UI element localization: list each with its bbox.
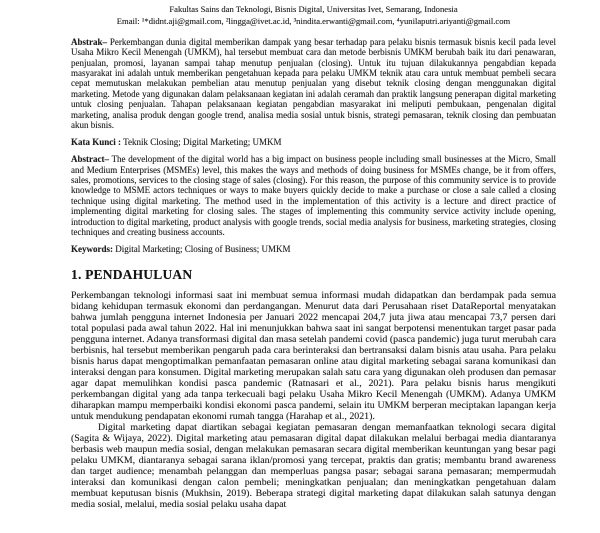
affiliation-line: Fakultas Sains dan Teknologi, Bisnis Digital, Universitas Ivet, Semarang, Indonesia: [169, 4, 458, 14]
section-heading-pendahuluan: 1. PENDAHULUAN: [71, 267, 193, 283]
kata-kunci-text: Teknik Closing; Digital Marketing; UMKM: [123, 136, 282, 147]
abstract-label: Abstract–: [71, 154, 109, 165]
abstract-en-paragraph: [71, 154, 556, 238]
abstract-indonesian: [71, 37, 556, 131]
abstrak-text: Perkembangan dunia digital memberikan dampak yang besar terhadap para pelaku bisnis termasuk bisnis kecil pada level Usaha Mikro Kecil Menengah (UMKM), hal tersebut membuat cara dan metode berbisnis UMKM berubah baik itu dari penawaran, penjualan, promosi, layanan sampai tahap menutup penjualan (closing). Untuk itu tujuan dilakukannya pengabdian kepada masyarakat ini adalah untuk memberikan pengetahuan kepada para pelaku UMKM teknik atau cara untuk membuat pembeli secara cepat memutuskan melakukan pembelian atau menutup penjualan yang disebut teknik closing dengan menggunakan digital marketing. Metode yang digunakan dalam pelaksanaan kegiatan ini adalah ceramah dan praktik langsung penerapan digital marketing untuk closing penjualan. Tahapan pelaksanaan kegiatan pengabdian masyarakat ini meliputi pembukaan, pengenalan digital marketing, analisa produk dengan google trend, analisa media sosial untuk bisnis, strategi pemasaran, teknik closing dan pembuatan akun bisnis.: [71, 36, 557, 131]
intro-paragraph-1: Perkembangan teknologi informasi saat ini membuat semua informasi mudah didapatkan dan berdampak pada semua bidang kehidupan termasuk ekonomi dan perdangangan. Menurut data dari Perusahaan riset DataReportal menyatakan bahwa jumlah pengguna internet Indonesia per Januari 2022 mencapai 204,7 juta jiwa atau mencapai 73,7 persen dari total populasi pada awal tahun 2022. Hal ini menunjukkan bahwa saat ini sangat berpotensi menentukan target pasar pada pengguna internet. Adanya transformasi digital dan masa setelah pandemi covid (pasca pandemic) juga turut merubah cara berbisnis, hal tersebut memberikan pengaruh pada cara berinteraksi dan bertransaksi dalam bisnis atau usaha. Para pelaku bisnis harus dapat mengoptimalkan pemanfaatan pemasaran online atau digital marketing sebagai sarana komunikasi dan interaksi dengan para konsumen. Digital marketing merupakan salah satu cara yang digunakan oleh produsen dan pemasar agar dapat memulihkan kondisi pasca pandemic (Ratnasari et al., 2021). Para pelaku bisnis harus mengikuti perkembangan digital yang ada tanpa terkecuali bagi pelaku Usaha Mikro Kecil Menengah (UMKM). Adanya UMKM diharapkan mampu memperbaiki kondisi ekonomi pasca pandemi, selain itu UMKM berperan meciptakan lapangan kerja untuk mendukung pendapatan ekonomi rumah tangga (Harahap et al., 2021).: [71, 290, 556, 423]
keywords-text: Digital Marketing; Closing of Business; UMKM: [115, 243, 291, 254]
keywords-english: [71, 244, 556, 254]
abstract-id-paragraph: [71, 37, 556, 131]
kata-kunci-label: Kata Kunci :: [71, 136, 122, 147]
intro-paragraph-2: Digital marketing dapat diartikan sebagai kegiatan pemasaran dengan memanfaatkan teknologi secara digital (Sagita & Wijaya, 2022). Digital marketing atau pemasaran digital dapat dilakukan melalui berbagai media diantaranya berbasis web maupun media sosial, dengan melakukan pemasaran secara digital memberikan keuntungan yang besar pagi pelaku UMKM, diantaranya sebagai sarana iklan/promosi yang tercepat, praktis dan gratis; membantu brand awareness dan target audience; menambah pelanggan dan memperluas pangsa pasar; sebagai sarana pemasaran; mempermudah interaksi dan komunikasi dengan calon pembeli; meningkatkan penjualan; dan meningkatkan pengetahuan dalam membuat keputusan bisnis (Mukhsin, 2019). Beberapa strategi digital marketing dapat dilakukan salah satunya dengan media sosial, melalui, media sosial pelaku usaha dapat: [71, 422, 556, 511]
keywords-label: Keywords:: [71, 243, 113, 254]
paper-header: [71, 3, 556, 28]
abstrak-label: Abstrak–: [71, 36, 108, 47]
keywords-indonesian: [71, 137, 556, 147]
abstract-text: The development of the digital world has a big impact on business people including small businesses at the Micro, Small and Medium Enterprises (MSMEs) level, this makes the ways and methods of doing business for MSMEs change, be it from offers, sales, promotions, services to the closing stage of sales (closing). For this reason, the purpose of this community service is to provide knowledge to MSME actors techniques or ways to make buyers quickly decide to make a purchase or close a sale called a closing technique using digital marketing. The method used in the implementation of this activity is a lecture and direct practice of implementing digital marketing for closing sales. The stages of implementing this community service activity include opening, introduction to digital marketing, product analysis with google trends, social media analysis for business, marketing strategies, closing techniques and creating business accounts.: [71, 154, 556, 238]
abstract-english: [71, 154, 556, 238]
introduction-body: [71, 290, 556, 510]
email-line: Email: ¹*didnt.aji@gmail.com, ²lingga@ivet.ac.id, ³nindita.erwanti@gmail.com, ⁴yunilaputri.ariyanti@gmail.com: [116, 16, 511, 27]
